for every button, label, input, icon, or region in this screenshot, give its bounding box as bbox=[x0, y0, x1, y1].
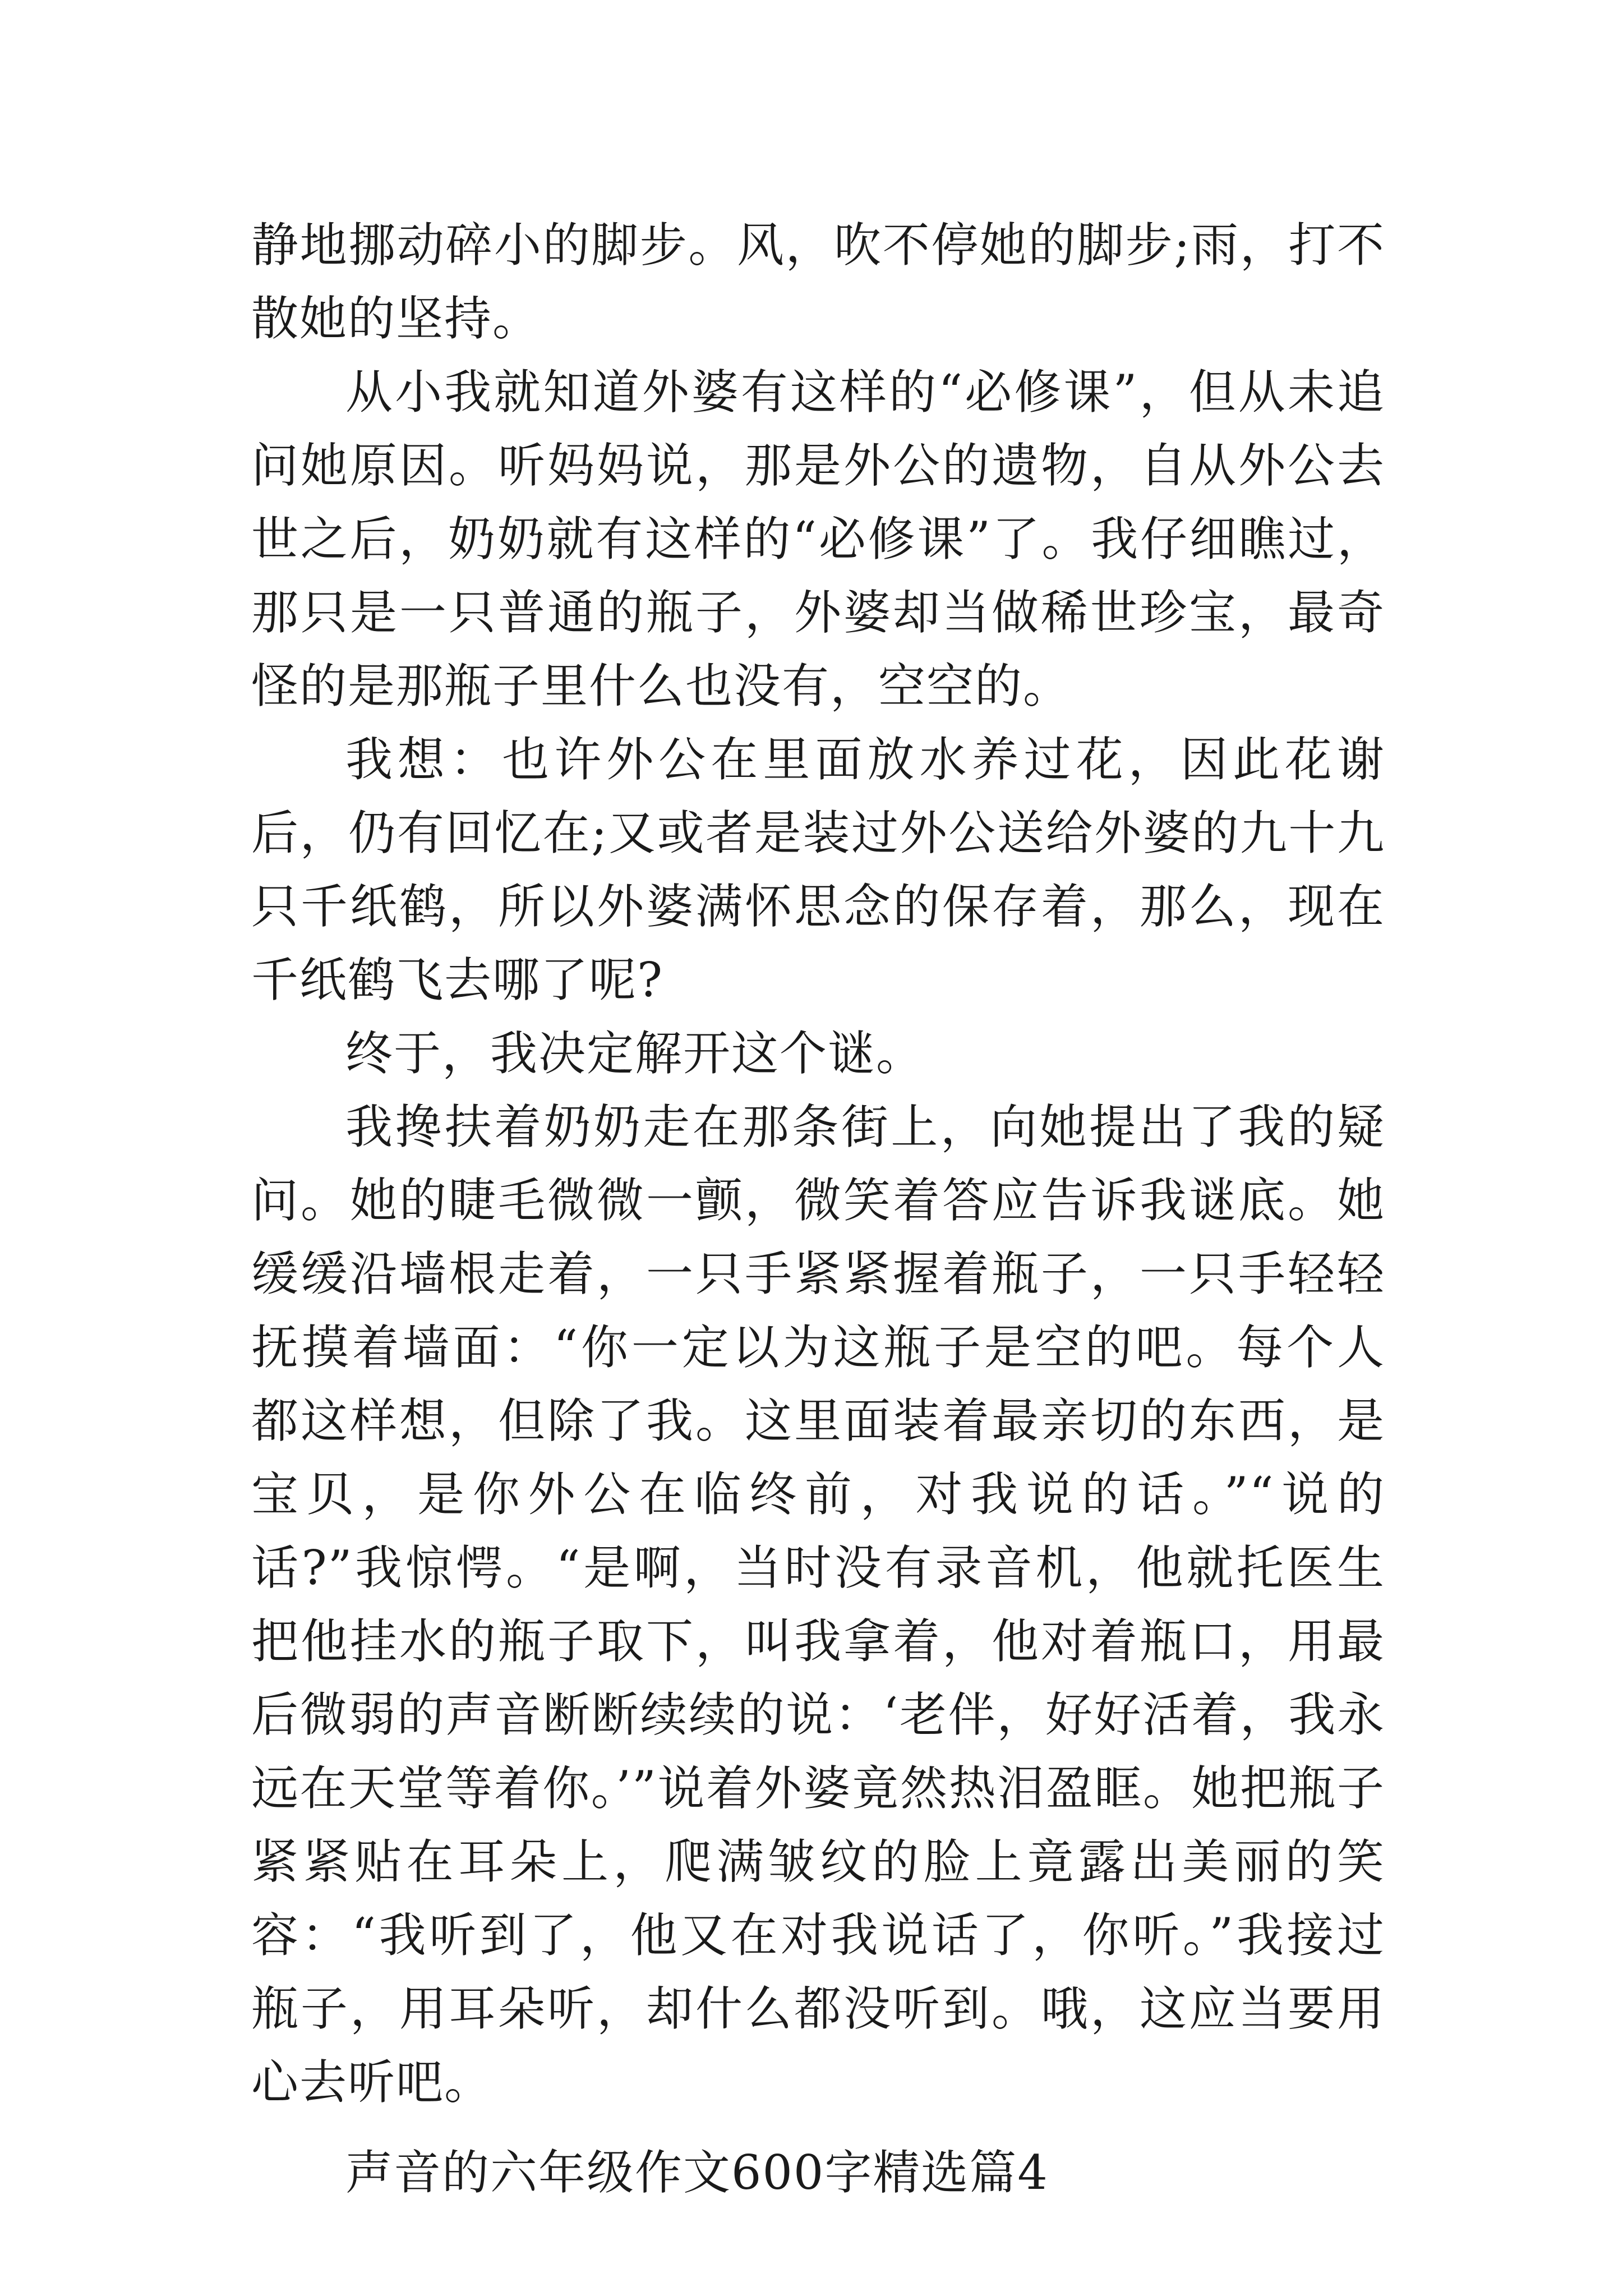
paragraph-continuation: 静地挪动碎小的脚步。风，吹不停她的脚步;雨，打不散她的坚持。 bbox=[251, 218, 1385, 346]
paragraph-guess: 我想：也许外公在里面放水养过花，因此花谢后，仍有回忆在;又或者是装过外公送给外婆的九十九只千纸鹤，所以外婆满怀思念的保存着，那么，现在千纸鹤飞去哪了呢? bbox=[251, 732, 1385, 1007]
paragraph-story: 我搀扶着奶奶走在那条街上，向她提出了我的疑问。她的睫毛微微一颤，微笑着答应告诉我谜底。她缓缓沿墙根走着，一只手紧紧握着瓶子，一只手轻轻抚摸着墙面：“你一定以为这瓶子是空的吧。每个人都这样想，但除了我。这里面装着最亲切的东西，是宝贝，是你外公在临终前，对我说的话。”“说的话?”我惊愕。“是啊，当时没有录音机，他就托医生把他挂水的瓶子取下，叫我拿着，他对着瓶口，用最后微弱的声音断断续续的说：‘老伴，好好活着，我永远在天堂等着你。’”说着外婆竟然热泪盈眶。她把瓶子紧紧贴在耳朵上，爬满皱纹的脸上竟露出美丽的笑容：“我听到了，他又在对我说话了，你听。”我接过瓶子，用耳朵听，却什么都没听到。哦，这应当要用心去听吧。 bbox=[251, 1099, 1385, 2110]
paragraph-required-course: 从小我就知道外婆有这样的“必修课”，但从未追问她原因。听妈妈说，那是外公的遗物，自从外公去世之后，奶奶就有这样的“必修课”了。我仔细瞧过，那只是一只普通的瓶子，外婆却当做稀世珍宝，最奇怪的是那瓶子里什么也没有，空空的。 bbox=[251, 365, 1385, 714]
section-heading: 声音的六年级作文600字精选篇4 bbox=[345, 2145, 1049, 2200]
paragraph-decision: 终于，我决定解开这个谜。 bbox=[345, 1026, 925, 1081]
document-body bbox=[251, 209, 1385, 2210]
